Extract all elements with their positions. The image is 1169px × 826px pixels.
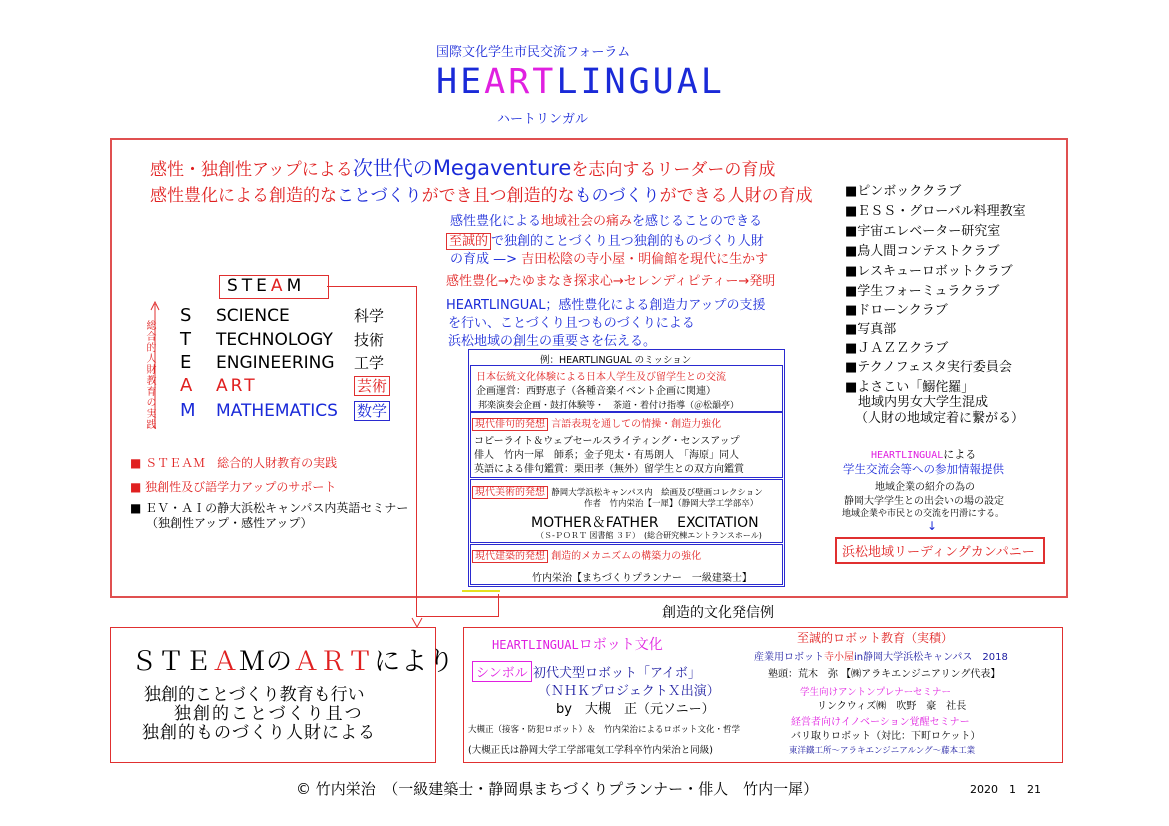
mission-s2-box: 現代俳句的発想 bbox=[472, 418, 548, 431]
subtitle: ハートリンガル bbox=[497, 112, 589, 127]
company-label: 浜松地域リーディングカンパニー bbox=[842, 545, 1035, 560]
seijitsu-title: 至誠的ロボット教育（実積） bbox=[797, 631, 954, 645]
bl-niyori: により bbox=[374, 647, 456, 677]
seijitsu-l1 bbox=[754, 648, 1008, 663]
mission-s3-l2: 作者 竹内栄治【一犀】（静岡大学工学部卒） bbox=[584, 499, 759, 509]
steam-jp: 工学 bbox=[354, 354, 385, 372]
mission-s2-title: 言語表現を通しての情操・創造力強化 bbox=[551, 419, 722, 430]
mission-s3-box: 現代美術的発想 bbox=[472, 486, 548, 499]
title-part-lingual: LINGUAL bbox=[556, 62, 725, 102]
supertitle: 国際文化学生市民交流フォーラム bbox=[436, 45, 631, 60]
steam-letter: E bbox=[180, 352, 192, 373]
bullet-seminar: ■ ＥＶ・ＡＩの静大浜松キャンパス内英語セミナー bbox=[130, 501, 409, 515]
center-p3b: 吉田松陰の寺小屋・明倫館を現代に生かす bbox=[521, 252, 769, 267]
steam-row-e bbox=[180, 352, 384, 373]
up-arrow-icon bbox=[150, 300, 160, 430]
down-arrow-icon bbox=[411, 600, 423, 630]
mission-2b: ことづくり bbox=[337, 186, 422, 206]
connector-line bbox=[416, 286, 417, 616]
mission-s2-l2: 俳人 竹内一犀 師系；金子兜太・有馬朗人 「海原」同人 bbox=[474, 450, 739, 461]
symbol-badge: シンボル bbox=[472, 661, 532, 682]
center-p3a: の育成 —> bbox=[450, 252, 518, 267]
club-item: ■学生フォーミュラクラブ bbox=[845, 284, 1000, 299]
mission-s2-header bbox=[472, 415, 721, 430]
steam-letter: A bbox=[180, 375, 193, 396]
center-p7: 浜松地域の創生の重要さを伝える。 bbox=[448, 334, 657, 349]
club-item: ■宇宙エレベーター研究室 bbox=[845, 224, 1001, 239]
mission-s3-header bbox=[472, 483, 763, 498]
mission-1b: 次世代の bbox=[352, 156, 433, 180]
steam-word: ART bbox=[216, 376, 258, 396]
mission-s4-box: 現代建築的発想 bbox=[472, 550, 548, 563]
club-item: ■鳥人間コンテストクラブ bbox=[845, 244, 1000, 259]
bl-mno: Ｍの bbox=[239, 647, 294, 677]
mission-s3-l4: （Ｓ-ＰＯＲＴ 図書館 ３Ｆ） (総合研究棟エントランスホール) bbox=[536, 531, 762, 540]
section-label: 創造的文化発信例 bbox=[662, 605, 774, 621]
club-item: ■テクノフェスタ実行委員会 bbox=[845, 360, 1012, 375]
footer-date: 2020 1 21 bbox=[970, 783, 1041, 796]
bl-ste: ＳＴＥ bbox=[131, 647, 213, 677]
clubs-note-1: 地域内男女大学生混成 bbox=[858, 395, 989, 410]
mission-s2-l1: コピーライト＆ウェブセールスライティング・センスアップ bbox=[474, 436, 740, 447]
page-title bbox=[436, 62, 725, 102]
right-info-4: 静岡大学学生との出会いの場の設定 bbox=[844, 496, 1004, 507]
seijitsu-l6: バリ取りロボット（対比：下町ロケット） bbox=[791, 731, 981, 742]
right-info-3: 地域企業の紹介の為の bbox=[875, 482, 975, 493]
club-item: ■よさこい「鰯侘羅」 bbox=[845, 380, 975, 395]
center-p1c: を感じることのできる bbox=[632, 214, 763, 229]
clubs-note-2: （人財の地域定着に繋がる） bbox=[855, 411, 1025, 426]
bottom-left-l2: 独創的ことづくり教育も行い bbox=[144, 685, 365, 705]
center-p1a: 感性豊化による bbox=[450, 214, 542, 229]
bottom-left-l3: 独創的ことづくり且つ bbox=[174, 704, 364, 724]
steam-vertical-label: 総合的人財教育の実践 bbox=[144, 320, 155, 430]
rc-robot: ロボット文化 bbox=[578, 637, 663, 653]
center-p5: HEARTLINGUAL；感性豊化による創造力アップの支援 bbox=[446, 298, 766, 313]
steam-row-s bbox=[180, 305, 384, 326]
center-p4: 感性豊化→たゆまなき探求心→セレンディピティー→発明 bbox=[446, 274, 776, 289]
steam-letter: T bbox=[180, 329, 191, 350]
bullet-language: ■ 独創性及び語学力アップのサポート bbox=[130, 480, 337, 494]
mission-1a: 感性・独創性アップによる bbox=[150, 160, 353, 180]
robot-culture-title bbox=[492, 634, 663, 654]
mission-line-2 bbox=[150, 181, 813, 206]
right-info-5: 地域企業や市民との交流を円滑にする。 bbox=[842, 509, 1005, 519]
bullet-seminar-note: （独創性アップ・感性アップ） bbox=[146, 516, 313, 530]
seijitsu-l2: 塾頭：荒木 弥 【㈱アラキエンジニアリング代表】 bbox=[768, 669, 1001, 680]
robot-l2: （ＮＨＫプロジェクトＸ出演） bbox=[538, 684, 720, 699]
mission-s3-l1: 静岡大学浜松キャンパス内 絵画及び壁画コレクション bbox=[551, 488, 763, 498]
center-p6: を行い、ことづくり且つものづくりによる bbox=[448, 316, 695, 331]
mission-s3-l3: MOTHER＆FATHER EXCITATION bbox=[531, 515, 759, 531]
copyright: © 竹内栄治 （一級建築士・静岡県まちづくりプランナー・俳人 竹内一犀） bbox=[296, 780, 819, 798]
steam-jp: 科学 bbox=[354, 307, 385, 325]
steam-label-m: M bbox=[286, 276, 306, 296]
down-arrow-icon: ↓ bbox=[927, 519, 938, 533]
steam-jp: 芸術 bbox=[354, 376, 390, 396]
mission-s1-l2: 邦楽演奏会企画・鼓打体験等・ 茶道・着付け指導（＠松韻亭） bbox=[478, 401, 740, 411]
right-info-niyoru: による bbox=[943, 448, 977, 461]
steam-word: ENGINEERING bbox=[216, 353, 335, 373]
mission-2d: ものづくり bbox=[574, 186, 660, 206]
connector-line bbox=[416, 616, 499, 617]
steam-word: TECHNOLOGY bbox=[216, 330, 333, 350]
mission-s2-l3: 英語による俳句鑑賞：栗田孝（無外）留学生との双方向鑑賞 bbox=[474, 464, 744, 475]
right-info-heartlingual: HEARTLINGUAL bbox=[871, 450, 944, 461]
bottom-left-l1 bbox=[131, 641, 455, 678]
mission-1c: Megaventure bbox=[432, 156, 572, 180]
bl-a: Ａ bbox=[212, 647, 240, 677]
steam-row-m bbox=[180, 400, 390, 421]
title-part-he: HE bbox=[436, 62, 485, 102]
right-info-2: 学生交流会等への参加情報提供 bbox=[843, 462, 1004, 476]
steam-label-ste: STE bbox=[227, 276, 271, 296]
center-p2 bbox=[446, 230, 764, 249]
bottom-left-l4: 独創的ものづくり人財による bbox=[142, 723, 376, 743]
robot-l5: (大槻正氏は静岡大学工学部電気工学科卒竹内栄治と同級) bbox=[468, 745, 713, 756]
sj-l1b: 寺小屋 bbox=[824, 652, 854, 663]
mission-2a: 感性豊化による創造的な bbox=[150, 186, 337, 206]
bl-art: ＡＲＴ bbox=[293, 647, 375, 677]
center-p2-rest: で独創的ことづくり且つ独創的ものづくり人財 bbox=[491, 234, 764, 249]
robot-l4: 大槻正（接客・防犯ロボット）＆ 竹内栄治によるロボット文化・哲学 bbox=[468, 725, 741, 735]
club-item: ■ＪＡＺＺクラブ bbox=[845, 341, 949, 356]
right-info-1 bbox=[871, 446, 976, 462]
sj-l1a: 産業用ロボット bbox=[754, 652, 824, 663]
connector-line bbox=[327, 286, 417, 287]
mission-s1-title: 日本伝統文化体験による日本人学生及び留学生との交流 bbox=[476, 372, 726, 383]
seijitsu-l3: 学生向けアントンプレナーセミナー bbox=[800, 687, 952, 698]
steam-letter: M bbox=[180, 400, 196, 421]
center-p1 bbox=[450, 210, 762, 229]
center-p2-box: 至誠的 bbox=[446, 233, 491, 250]
steam-jp: 数学 bbox=[354, 401, 390, 421]
club-item: ■ピンボッククラブ bbox=[845, 184, 962, 199]
steam-label bbox=[227, 276, 305, 296]
yellow-mark bbox=[462, 590, 500, 592]
mission-s1-l1: 企画運営：西野恵子（各種音楽イベント企画に関連） bbox=[476, 386, 716, 397]
steam-row-a bbox=[180, 375, 390, 396]
mission-line-1 bbox=[150, 152, 775, 181]
club-item: ■ＥＳＳ・グローバル料理教室 bbox=[845, 204, 1026, 219]
club-item: ■レスキューロボットクラブ bbox=[845, 264, 1013, 279]
steam-label-a: A bbox=[270, 276, 287, 296]
title-part-art: ART bbox=[484, 62, 557, 102]
steam-word: SCIENCE bbox=[216, 306, 290, 326]
mission-1d: を志向するリーダーの育成 bbox=[571, 160, 776, 180]
mission-s4-header bbox=[472, 547, 701, 562]
steam-letter: S bbox=[180, 305, 192, 326]
club-item: ■写真部 bbox=[845, 322, 897, 337]
steam-row-t bbox=[180, 329, 384, 350]
seijitsu-l5: 経営者向けイノベーション覚醒セミナー bbox=[791, 717, 970, 728]
mission-2c: ができ且つ創造的な bbox=[421, 186, 575, 206]
robot-l1: 初代犬型ロボット「アイボ」 bbox=[533, 666, 701, 681]
rc-heartlingual: HEARTLINGUAL bbox=[492, 638, 579, 652]
seijitsu-l4: リンクウィズ㈱ 吹野 豪 社長 bbox=[817, 701, 967, 712]
mission-s4-title: 創造的メカニズムの構築力の強化 bbox=[551, 551, 702, 562]
mission-box-title: 例：HEARTLINGUAL のミッション bbox=[540, 355, 692, 366]
club-item: ■ドローンクラブ bbox=[845, 303, 948, 318]
center-p1b: 地域社会の痛み bbox=[541, 214, 633, 229]
sj-l1c: in静岡大学浜松キャンパス 2018 bbox=[854, 652, 1008, 663]
mission-s4-l1: 竹内栄治【まちづくりプランナー 一級建築士】 bbox=[532, 573, 752, 584]
seijitsu-l7: 東洋鐵工所～アラキエンジニアルング～藤本工業 bbox=[789, 746, 976, 756]
connector-line bbox=[498, 594, 499, 616]
robot-l3: by 大槻 正（元ソニー） bbox=[556, 702, 715, 717]
bullet-steam: ■ ＳＴＥＡＭ 総合的人財教育の実践 bbox=[130, 456, 338, 470]
mission-2e: ができる人財の育成 bbox=[659, 186, 813, 206]
steam-word: MATHEMATICS bbox=[216, 401, 338, 421]
steam-jp: 技術 bbox=[354, 331, 385, 349]
center-p3 bbox=[450, 248, 768, 267]
